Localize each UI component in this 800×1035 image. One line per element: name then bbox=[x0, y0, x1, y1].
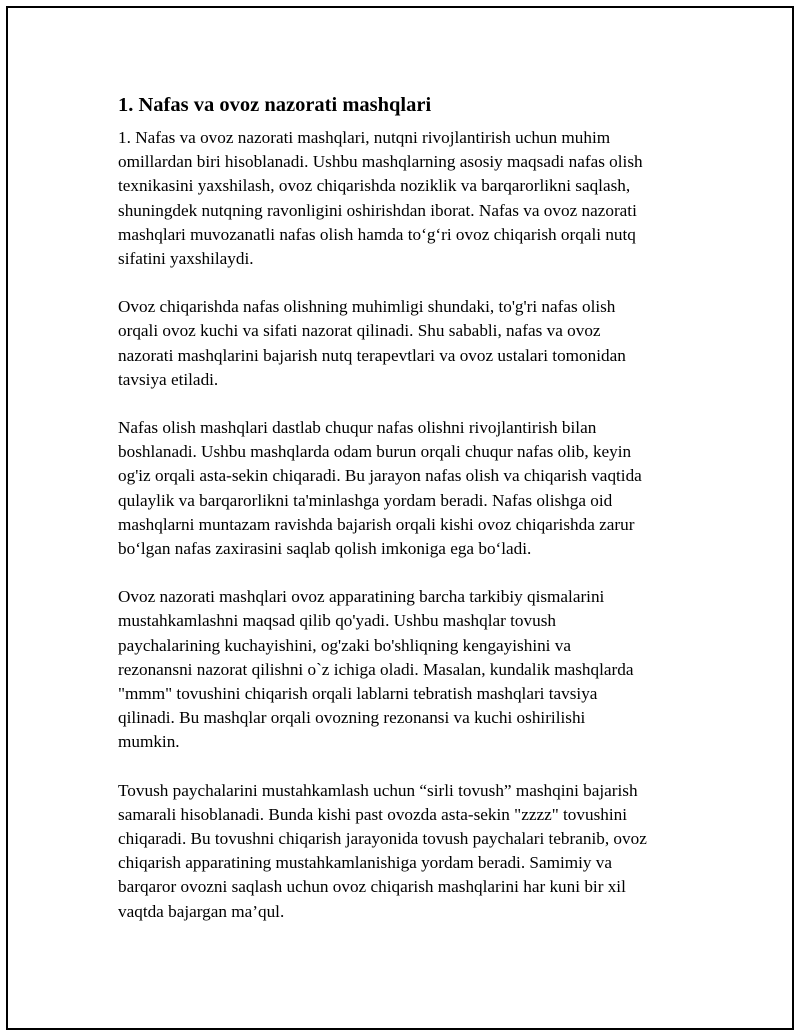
paragraph-vocal-cords bbox=[118, 779, 693, 924]
paragraph-voice-control bbox=[118, 585, 693, 754]
section-heading: 1. Nafas va ovoz nazorati mashqlari bbox=[118, 94, 432, 116]
text-line: texnikasini yaxshilash, ovoz chiqarishda noziklik va barqarorlikni saqlash, bbox=[118, 176, 631, 196]
document-body bbox=[118, 92, 693, 948]
text-line: mashqlarni muntazam ravishda bajarish orqali kishi ovoz chiqarishda zarur bbox=[118, 514, 635, 534]
text-line: barqaror ovozni saqlash uchun ovoz chiqarish mashqlarini har kuni bir xil bbox=[118, 877, 626, 897]
text-line: 1. Nafas va ovoz nazorati mashqlari, nutqni rivojlantirish uchun muhim bbox=[118, 128, 611, 147]
text-line: chiqaradi. Bu tovushni chiqarish jarayonida tovush paychalari tebranib, ovoz bbox=[118, 829, 647, 849]
text-line: "mmm" tovushini chiqarish orqali lablarni tebratish mashqlari tavsiya bbox=[118, 684, 598, 704]
text-line: tavsiya etiladi. bbox=[118, 369, 219, 389]
text-line: omillardan biri hisoblanadi. Ushbu mashqlarning asosiy maqsadi nafas olish bbox=[118, 152, 643, 172]
text-line: sifatini yaxshilaydi. bbox=[118, 249, 254, 269]
text-line: qilinadi. Bu mashqlar orqali ovozning rezonansi va kuchi oshirilishi bbox=[118, 708, 586, 728]
text-line: orqali ovoz kuchi va sifati nazorat qilinadi. Shu sababli, nafas va ovoz bbox=[118, 321, 601, 341]
text-line: bo‘lgan nafas zaxirasini saqlab qolish imkoniga ega bo‘ladi. bbox=[118, 539, 532, 559]
text-line: samarali hisoblanadi. Bunda kishi past ovozda asta-sekin "zzzz" tovushini bbox=[118, 804, 628, 824]
text-line: Ovoz chiqarishda nafas olishning muhimligi shundaki, to'g'ri nafas olish bbox=[118, 297, 616, 317]
paragraph-intro bbox=[118, 126, 693, 271]
text-line: Tovush paychalarini mustahkamlash uchun “sirli tovush” mashqini bajarish bbox=[118, 780, 638, 800]
text-line: boshlanadi. Ushbu mashqlarda odam burun orqali chuqur nafas olib, keyin bbox=[118, 442, 632, 462]
text-line: mumkin. bbox=[118, 732, 180, 752]
text-line: Ovoz nazorati mashqlari ovoz apparatining barcha tarkibiy qismalarini bbox=[118, 587, 605, 607]
text-line: chiqarish apparatining mustahkamlanishiga yordam beradi. Samimiy va bbox=[118, 853, 613, 873]
text-line: og'iz orqali asta-sekin chiqaradi. Bu jarayon nafas olish va chiqarish vaqtida bbox=[118, 466, 642, 486]
paragraph-breathing-exercises bbox=[118, 416, 693, 561]
text-line: mashqlari muvozanatli nafas olish hamda to‘g‘ri ovoz chiqarish orqali nutq bbox=[118, 224, 636, 244]
paragraph-breathing-importance bbox=[118, 295, 693, 392]
text-line: shuningdek nutqning ravonligini oshirishdan iborat. Nafas va ovoz nazorati bbox=[118, 200, 637, 220]
text-line: paychalarining kuchayishini, og'zaki bo'shliqning kengayishini va bbox=[118, 635, 571, 655]
text-line: nazorati mashqlarini bajarish nutq terapevtlari va ovoz ustalari tomonidan bbox=[118, 345, 626, 365]
text-line: mustahkamlashni maqsad qilib qo'yadi. Ushbu mashqlar tovush bbox=[118, 611, 556, 631]
text-line: Nafas olish mashqlari dastlab chuqur nafas olishni rivojlantirish bilan bbox=[118, 418, 597, 438]
text-line: vaqtda bajargan ma’qul. bbox=[118, 901, 285, 921]
text-line: qulaylik va barqarorlikni ta'minlashga yordam beradi. Nafas olishga oid bbox=[118, 490, 613, 510]
text-line: rezonansni nazorat qilishni o`z ichiga oladi. Masalan, kundalik mashqlarda bbox=[118, 659, 634, 679]
